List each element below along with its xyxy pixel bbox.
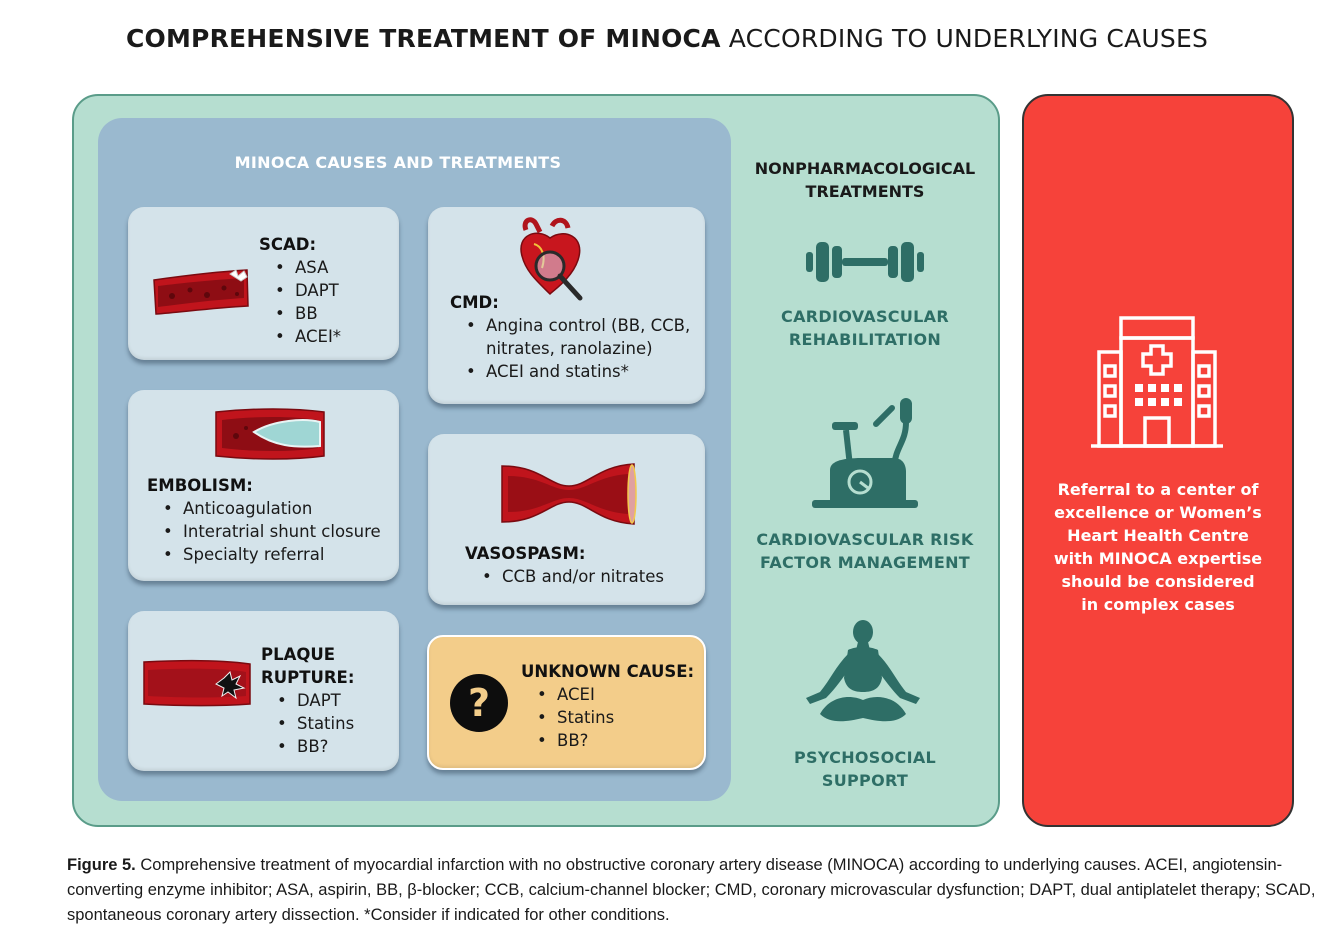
question-glyph: ? (467, 681, 491, 725)
plaque-heading-line1: PLAQUE (261, 645, 336, 664)
referral-line: Referral to a center of (1057, 480, 1259, 499)
rehab-line2: REHABILITATION (788, 330, 942, 349)
nonpharm-title-line1: NONPHARMACOLOGICAL (754, 159, 976, 178)
nonpharm-title (745, 157, 985, 203)
embolism-list (163, 497, 381, 566)
risk-line1: CARDIOVASCULAR RISK (756, 530, 974, 549)
referral-line: with MINOCA expertise (1053, 549, 1263, 568)
exercise-bike-icon (810, 396, 920, 512)
caption-text: Comprehensive treatment of myocardial infarction with no obstructive coronary artery disease (MINOCA) according to underlying causes. ACEI, angiotensin-converting enzyme inhibitor; ASA, aspirin, BB, β-blocker; CCB, calcium-channel blocker; CMD, coronary microvascular dysfunction; DAPT, dual antiplatelet therapy; SCAD, spontaneous coronary artery dissection. *Consider if indicated for other conditions. (67, 856, 1316, 924)
list-item: • Anticoagulation (163, 497, 381, 520)
embolism-heading: EMBOLISM: (147, 476, 253, 495)
list-item: nitrates, ranolazine) (486, 339, 653, 358)
vasospasm-vessel-icon (500, 462, 638, 526)
vasospasm-list (482, 565, 664, 588)
list-item: • BB (275, 302, 341, 325)
list-item: • Statins (537, 706, 614, 729)
referral-panel (1022, 94, 1294, 827)
risk-line2: FACTOR MANAGEMENT (759, 553, 971, 572)
title-regular: ACCORDING TO UNDERLYING CAUSES (720, 24, 1209, 53)
list-item: • Angina control (BB, CCB, (466, 314, 690, 337)
meditation-icon (800, 618, 926, 728)
plaque-rupture-vessel-icon (142, 656, 254, 710)
title-bold: COMPREHENSIVE TREATMENT OF MINOCA (125, 24, 721, 53)
list-item: • BB? (277, 735, 354, 758)
list-item: • ASA (275, 256, 341, 279)
page-title (0, 24, 1334, 53)
psycho-line2: SUPPORT (821, 771, 909, 790)
plaque-list (277, 689, 354, 758)
psycho-label (745, 746, 985, 792)
unknown-heading: UNKNOWN CAUSE: (521, 662, 695, 681)
cmd-heading: CMD: (450, 293, 499, 312)
risk-label (745, 528, 985, 574)
scad-vessel-icon (152, 268, 252, 318)
referral-line: in complex cases (1081, 595, 1235, 614)
list-item: • BB? (537, 729, 614, 752)
psycho-line1: PSYCHOSOCIAL (794, 748, 936, 767)
scad-heading: SCAD: (259, 235, 317, 254)
list-item: • DAPT (277, 689, 354, 712)
referral-line: Heart Health Centre (1067, 526, 1249, 545)
plaque-heading-line2: RUPTURE: (261, 668, 355, 687)
hospital-icon (1089, 314, 1227, 452)
question-mark-icon (450, 674, 508, 732)
rehab-line1: CARDIOVASCULAR (781, 307, 949, 326)
list-item: • ACEI* (275, 325, 341, 348)
list-item: • Specialty referral (163, 543, 381, 566)
figure-label: Figure 5. (67, 856, 136, 874)
referral-line: should be considered (1061, 572, 1255, 591)
nonpharm-title-line2: TREATMENTS (805, 182, 925, 201)
referral-text (1030, 478, 1286, 616)
list-item: • Statins (277, 712, 354, 735)
dumbbell-icon (806, 240, 924, 284)
unknown-list (537, 683, 614, 752)
embolism-vessel-icon (214, 406, 328, 462)
causes-panel-title: MINOCA CAUSES AND TREATMENTS (234, 153, 562, 172)
list-item: • CCB and/or nitrates (482, 565, 664, 588)
figure-caption (67, 853, 1317, 928)
heart-magnifier-icon (512, 216, 592, 302)
rehab-label (745, 305, 985, 351)
cmd-list (466, 314, 690, 383)
scad-list (275, 256, 341, 348)
list-item: • ACEI (537, 683, 614, 706)
vasospasm-heading: VASOSPASM: (465, 544, 586, 563)
list-item: • DAPT (275, 279, 341, 302)
list-item: • Interatrial shunt closure (163, 520, 381, 543)
list-item: • ACEI and statins* (466, 360, 690, 383)
referral-line: excellence or Women’s (1054, 503, 1262, 522)
